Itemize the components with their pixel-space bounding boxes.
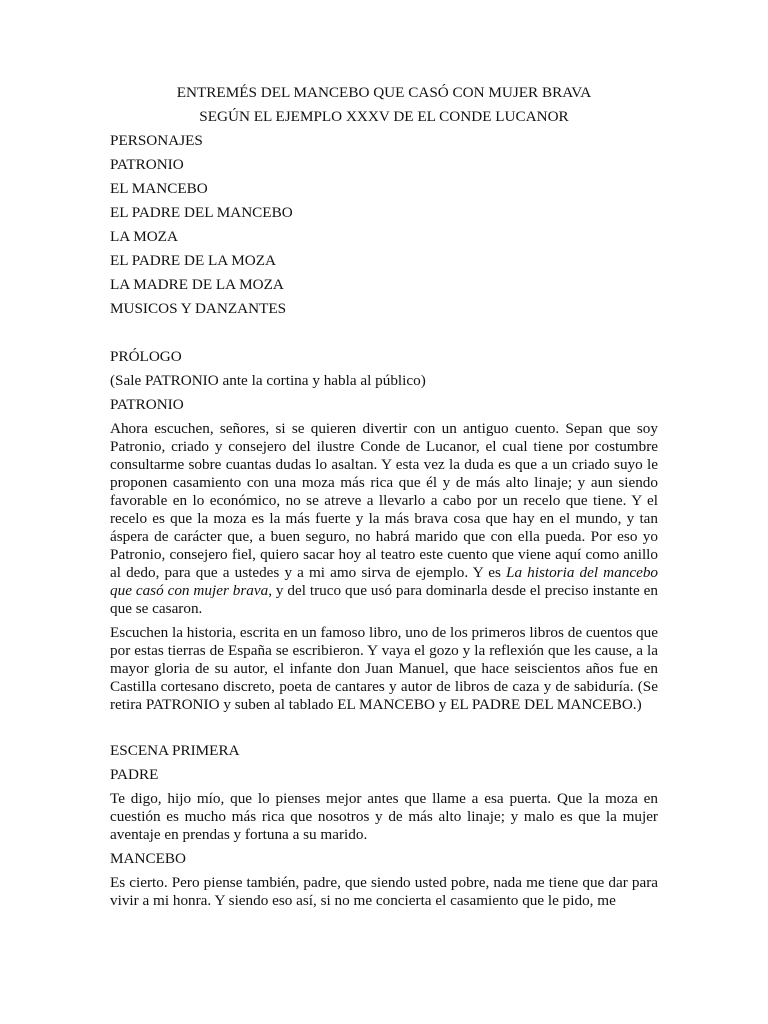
cast-item: MUSICOS Y DANZANTES — [110, 300, 287, 317]
prologue-heading: PRÓLOGO — [110, 348, 182, 365]
dialogue-paragraph: Es cierto. Pero piense también, padre, que siendo usted pobre, nada me tiene que dar para vivir a mi honra. Y siendo eso así, si no me concierta el casamiento que le pido, me — [110, 874, 658, 909]
paragraph-text: , y del truco que usó para dominarla desde el preciso instante en que se casaron. — [110, 582, 659, 617]
stage-direction: (Sale PATRONIO ante la cortina y habla al público) — [110, 372, 426, 389]
title-line-1: ENTREMÉS DEL MANCEBO QUE CASÓ CON MUJER BRAVA — [176, 84, 592, 101]
paragraph-text: Ahora escuchen, señores, si se quieren divertir con un antiguo cuento. Sepan que soy Patronio, criado y consejero del ilustre Conde de Lucanor, el cual tiene por costumbre consultarme sobre cuantas dudas lo asaltan. Y esta vez la duda es que a un criado suyo le proponen casamiento con una moza más rica que él y de más alto linaje; y aun siendo favorable en lo económico, no se atreve a llevarlo a cabo por un recelo que tiene. Y el recelo es que la moza es la más fuerte y la más brava cosa que hay en el mundo, y tan áspera de carácter que, a buen seguro, no habrá marido que con ella pueda. Por eso yo Patronio, consejero fiel, quiero sacar hoy al teatro este cuento que viene aquí como anillo al dedo, para que a ustedes y a mi amo sirva de ejemplo. Y es — [110, 420, 658, 581]
cast-list — [110, 132, 658, 324]
work-title: La historia del mancebo que casó con mujer brava — [110, 564, 659, 599]
prologue-paragraph-1 — [110, 420, 658, 618]
cast-item: LA MADRE DE LA MOZA — [110, 276, 284, 293]
section-gap — [110, 324, 658, 348]
cast-item: PATRONIO — [110, 156, 184, 173]
cast-item: EL PADRE DEL MANCEBO — [110, 204, 293, 221]
dialogue-paragraph: Te digo, hijo mío, que lo pienses mejor antes que llame a esa puerta. Que la moza en cuestión es mucho más rica que nosotros y de más alto linaje; y malo es que la mujer aventaje en prendas y fortuna a su marido. — [110, 790, 658, 843]
cast-item: EL MANCEBO — [110, 180, 208, 197]
cast-item: EL PADRE DE LA MOZA — [110, 252, 276, 269]
prologue-paragraph-2: Escuchen la historia, escrita en un famoso libro, uno de los primeros libros de cuentos que por estas tierras de España se escribieron. Y vaya el gozo y la reflexión que les cause, a la mayor gloria de su autor, el infante don Juan Manuel, que hace seiscientos años fue en Castilla cortesano discreto, poeta de cantares y autor de libros de caza y de sabiduría. (Se retira PATRONIO y suben al tablado EL MANCEBO y EL PADRE DEL MANCEBO.) — [110, 624, 658, 713]
speaker-name: MANCEBO — [110, 850, 186, 867]
scene-heading: ESCENA PRIMERA — [110, 742, 240, 759]
section-gap — [110, 720, 658, 742]
speaker-name: PADRE — [110, 766, 159, 783]
cast-item: LA MOZA — [110, 228, 178, 245]
document-page — [110, 84, 658, 916]
speaker-name: PATRONIO — [110, 396, 184, 413]
cast-heading: PERSONAJES — [110, 132, 203, 149]
title-line-2: SEGÚN EL EJEMPLO XXXV DE EL CONDE LUCANOR — [199, 108, 569, 125]
